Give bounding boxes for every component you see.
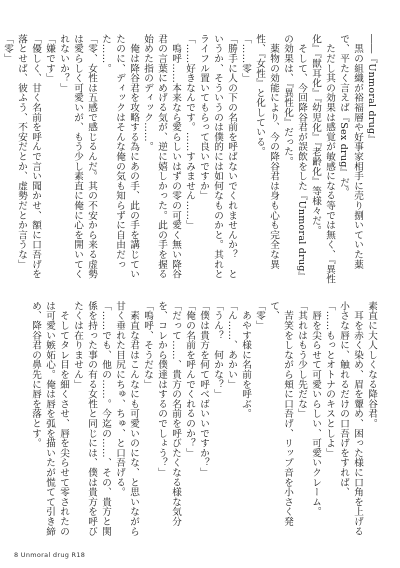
paragraph: 黒の組織が裕福層や好事家相手に売り捌いていた薬で、平たく言えば『Sex drug』だ。 [338,34,363,270]
paragraph: 素直に大人しくなる降谷君。 [366,301,377,429]
dialogue-line: 「……零」 [240,34,251,83]
paragraph: そしてタレ目を細くさせ、唇を尖らせて零されたのは可愛い嫉妬心。俺は唇を弧を描いたが慌てて引き締め、降谷君の鼻先に唇を落とす。 [30,301,69,537]
dialogue-line: 「……もっとオトナのキスとしよ」 [324,301,335,458]
dialogue-line: 「僕は貴方を何て呼べばいいですか？」 [198,301,209,478]
dialogue-line: 「勝手に人の下の名前を呼ばないでくれませんか？ というか、そういうのは僕的には如何なものかと。其れとライフル置いてもらって良いですか」 [198,34,237,279]
paragraph: ただし其の効果は感覚が敏感になる等では無く、『異性化』『獣耳化』『幼児化』『老齢化』等様々だ。 [310,34,335,284]
dialogue-line: 「だって……、貴方の名前を呼びたくなる様な気分を、コレから僕達はするのでしょう？」 [156,301,181,527]
paragraph: 耳を赤く染め、眉を顰め、困った様に口角を上げる小さな唇に、触れるだけの口吾げをすれば、 [338,301,363,537]
top-text-column [2,34,378,286]
dialogue-line: 「うん？ 何かな？」 [212,301,223,399]
paragraph: ――『Unmoral drug』 [366,34,377,145]
paragraph: 薬物の効能により、今の降谷君は身も心も完全な異性、『女性』と化している。 [254,34,279,270]
dialogue-line: 「嗚呼、そうだな」 [142,301,153,390]
dialogue-line: 「……好きなんです。……すみません……」 [184,34,195,230]
paragraph: あやす様に名前を呼ぶ。 [240,301,251,419]
paragraph: 素直な君はこんなにも可愛いのにな、と思いながら甘く垂れた目尻にちゅ、ちゅ、と口吾げる。 [114,301,139,537]
dialogue-line: 「俺の名前を呼んでくれるのか？」 [184,301,195,458]
dialogue-line: 「嫌です」 [44,34,55,83]
paragraph: 唇を尖らせて可愛いらしい、可愛いクレーム。 [310,301,321,517]
paragraph: そして、今回降谷君が誤飲をした『Unmoral drug』の効果は、『異性化』だった。 [282,34,307,282]
bottom-text-column [22,301,378,545]
page-footer: 8 Unmoral drug R18 [14,551,86,559]
dialogue-line: 「零」 [2,34,13,64]
dialogue-line: 「……でも、他の……。今迄の……、その、貴方と関係を持った事の有る女性と同じには、僕は貴方を呼びたくは在りません」 [72,301,111,537]
dialogue-line: 「ん……、あかい」 [226,301,237,390]
paragraph: 嗚呼……本来なら愛らしいはずの零の可愛く無い降谷君の言葉にめげる気が、逆に嬉しかった。此の手を握る始めた指のディック……。 [142,34,181,279]
dialogue-line: 「零、女性は五感で感じるんだ。其の不安から来る虚勢は愛らしく可愛いが、もう少し素直に俺に心を開いてくれないか？」 [58,34,97,279]
paragraph: 苦笑をしながら頬に口吾げ、リップ音を小さく発て、 [268,301,293,527]
dialogue-line: 「零」 [254,301,265,331]
dialogue-line: 「其れはもう少し先だな」 [296,301,307,419]
paragraph: 俺は降谷君を攻略する為にあの手、此の手を講じていたのに、ディックはそんな俺の気も知らずに自由だった……。 [100,34,139,279]
dialogue-line: 「優しく、甘く名前を呼んで言い聞かせ、額に口吾げを落とせば、彼ふう、不安だとか、虚勢だとか言うな」 [16,34,41,279]
